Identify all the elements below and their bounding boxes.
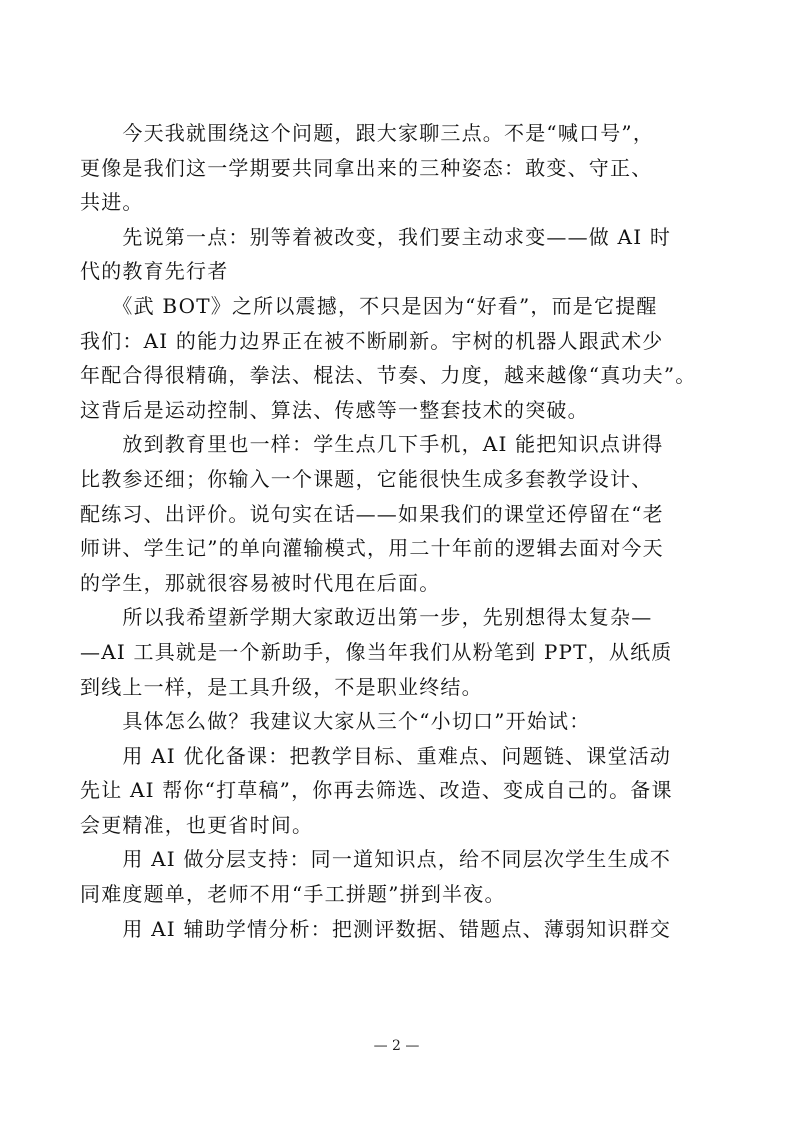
text-line: 用 AI 辅助学情分析：把测评数据、错题点、薄弱知识群交	[80, 916, 672, 941]
text-line: 共进。	[80, 190, 144, 215]
text-line: 用 AI 优化备课：把教学目标、重难点、问题链、课堂活动	[80, 743, 672, 768]
text-line: 我们：AI 的能力边界正在被不断刷新。宇树的机器人跟武术少	[80, 328, 664, 353]
text-line: 先让 AI 帮你“打草稿”，你再去筛选、改造、变成自己的。备课	[80, 778, 673, 803]
text-line: 放到教育里也一样：学生点几下手机，AI 能把知识点讲得	[80, 432, 664, 457]
text-line: 今天我就围绕这个问题，跟大家聊三点。不是“喊口号”，	[80, 121, 655, 145]
text-line: 师讲、学生记”的单向灌输模式，用二十年前的逻辑去面对今天	[80, 536, 664, 561]
text-line: 用 AI 做分层支持：同一道知识点，给不同层次学生生成不	[80, 847, 672, 872]
page-number: — 2 —	[373, 1038, 420, 1054]
text-line: 代的教育先行者	[80, 259, 229, 284]
text-line: 会更精准，也更省时间。	[80, 812, 314, 837]
text-line: 配练习、出评价。说句实在话——如果我们的课堂还停留在“老	[80, 501, 664, 526]
text-line: 比教参还细；你输入一个课题，它能很快生成多套教学设计、	[80, 466, 653, 491]
text-line: —AI 工具就是一个新助手，像当年我们从粉笔到 PPT，从纸质	[80, 639, 673, 664]
text-line: 先说第一点：别等着被改变，我们要主动求变——做 AI 时	[80, 224, 672, 249]
text-line: 年配合得很精确，拳法、棍法、节奏、力度，越来越像“真功夫”。	[80, 363, 697, 388]
text-line: 同难度题单，老师不用“手工拼题”拼到半夜。	[80, 882, 506, 907]
text-line: 到线上一样，是工具升级，不是职业终结。	[80, 674, 483, 699]
text-line: 具体怎么做？我建议大家从三个“小切口”开始试：	[80, 709, 591, 734]
text-line: 更像是我们这一学期要共同拿出来的三种姿态：敢变、守正、	[80, 155, 653, 180]
body-text	[80, 116, 713, 946]
text-line: 《武 BOT》之所以震撼，不只是因为“好看”，而是它提醒	[80, 293, 658, 318]
text-line: 所以我希望新学期大家敢迈出第一步，先别想得太复杂—	[80, 605, 653, 630]
text-line: 的学生，那就很容易被时代甩在后面。	[80, 570, 441, 595]
text-line: 这背后是运动控制、算法、传感等一整套技术的突破。	[80, 397, 589, 422]
